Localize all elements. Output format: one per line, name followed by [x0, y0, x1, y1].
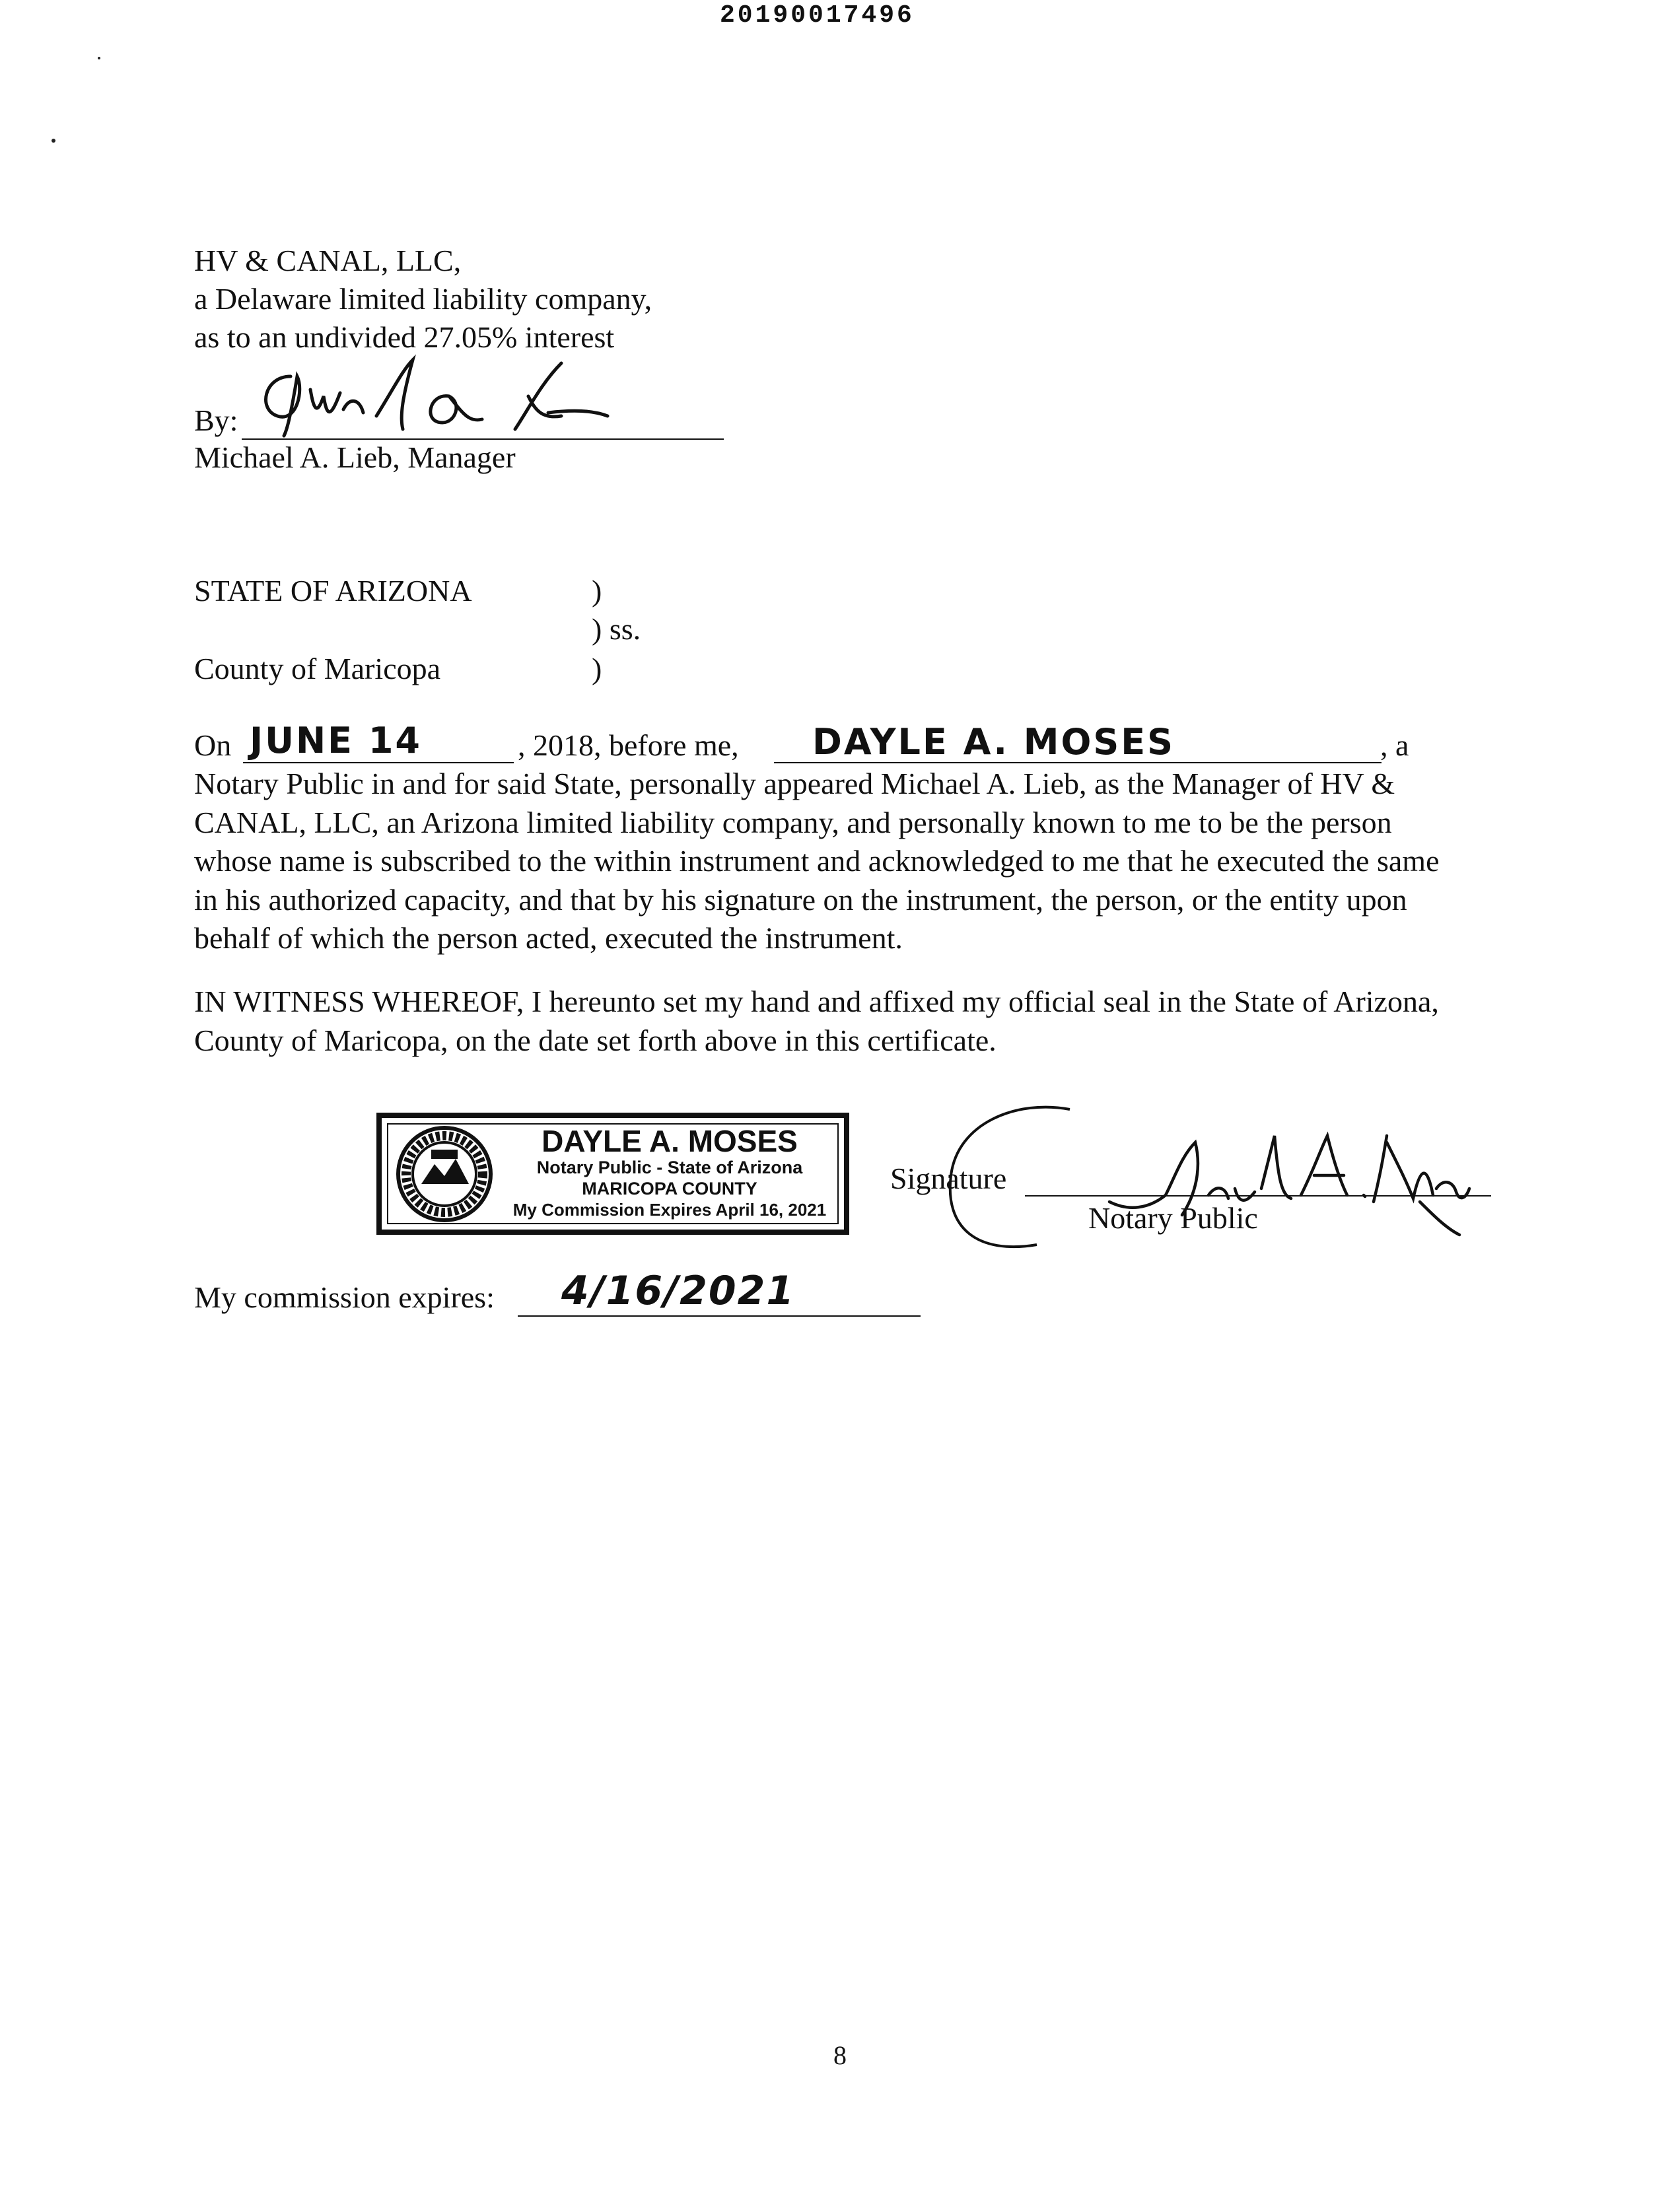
grantor-interest: as to an undivided 27.05% interest	[194, 320, 615, 354]
trailing-a: , a	[1380, 728, 1409, 762]
stamp-line2: MARICOPA COUNTY	[582, 1179, 757, 1198]
date-handwritten: JUNE 14	[250, 720, 422, 761]
grantor-name: HV & CANAL, LLC,	[194, 244, 462, 277]
commission-date-handwritten: 4/16/2021	[561, 1268, 796, 1314]
notary-public-title: Notary Public	[1088, 1201, 1258, 1235]
signature-label: Signature	[890, 1162, 1007, 1195]
commission-line	[518, 1315, 921, 1317]
page-number: 8	[833, 2040, 847, 2070]
year-text: , 2018, before me,	[518, 728, 739, 762]
venue-ss: ) ss.	[592, 612, 641, 646]
stamp-name: DAYLE A. MOSES	[542, 1124, 798, 1158]
date-line	[243, 762, 514, 763]
venue-paren-1: )	[592, 574, 602, 608]
stamp-line1: Notary Public - State of Arizona	[536, 1158, 803, 1177]
grantor-description: a Delaware limited liability company,	[194, 282, 652, 316]
venue-paren-3: )	[592, 652, 602, 685]
commission-label: My commission expires:	[194, 1280, 495, 1314]
witness-text: IN WITNESS WHEREOF, I hereunto set my hand and affixed my official seal in the State of Arizona, County of Maricopa, on the date set forth above in this certificate.	[194, 985, 1439, 1057]
scan-mark	[98, 57, 100, 59]
arizona-seal-icon	[395, 1125, 494, 1224]
notary-stamp	[376, 1113, 849, 1235]
manager-signature	[251, 350, 621, 449]
recording-number: 20190017496	[720, 1, 915, 30]
signer-name: Michael A. Lieb, Manager	[194, 440, 516, 474]
stamp-line3: My Commission Expires April 16, 2021	[512, 1200, 827, 1220]
acknowledgment-body: Notary Public in and for said State, personally appeared Michael A. Lieb, as the Manager of HV & CANAL, LLC, an Arizona limited liability company, and personally known to me to be the person whose name is subscribed to the within instrument and acknowledged to me that he executed the same in his authorized capacity, and that by his signature on the instrument, the person, or the entity upon behalf of which the person acted, executed the instrument.	[194, 767, 1440, 955]
on-label: On	[194, 728, 232, 762]
scan-mark	[52, 139, 55, 143]
notary-name-handwritten: DAYLE A. MOSES	[812, 721, 1175, 763]
venue-state: STATE OF ARIZONA	[194, 574, 472, 608]
venue-county: County of Maricopa	[194, 652, 441, 685]
by-label: By:	[194, 403, 238, 437]
